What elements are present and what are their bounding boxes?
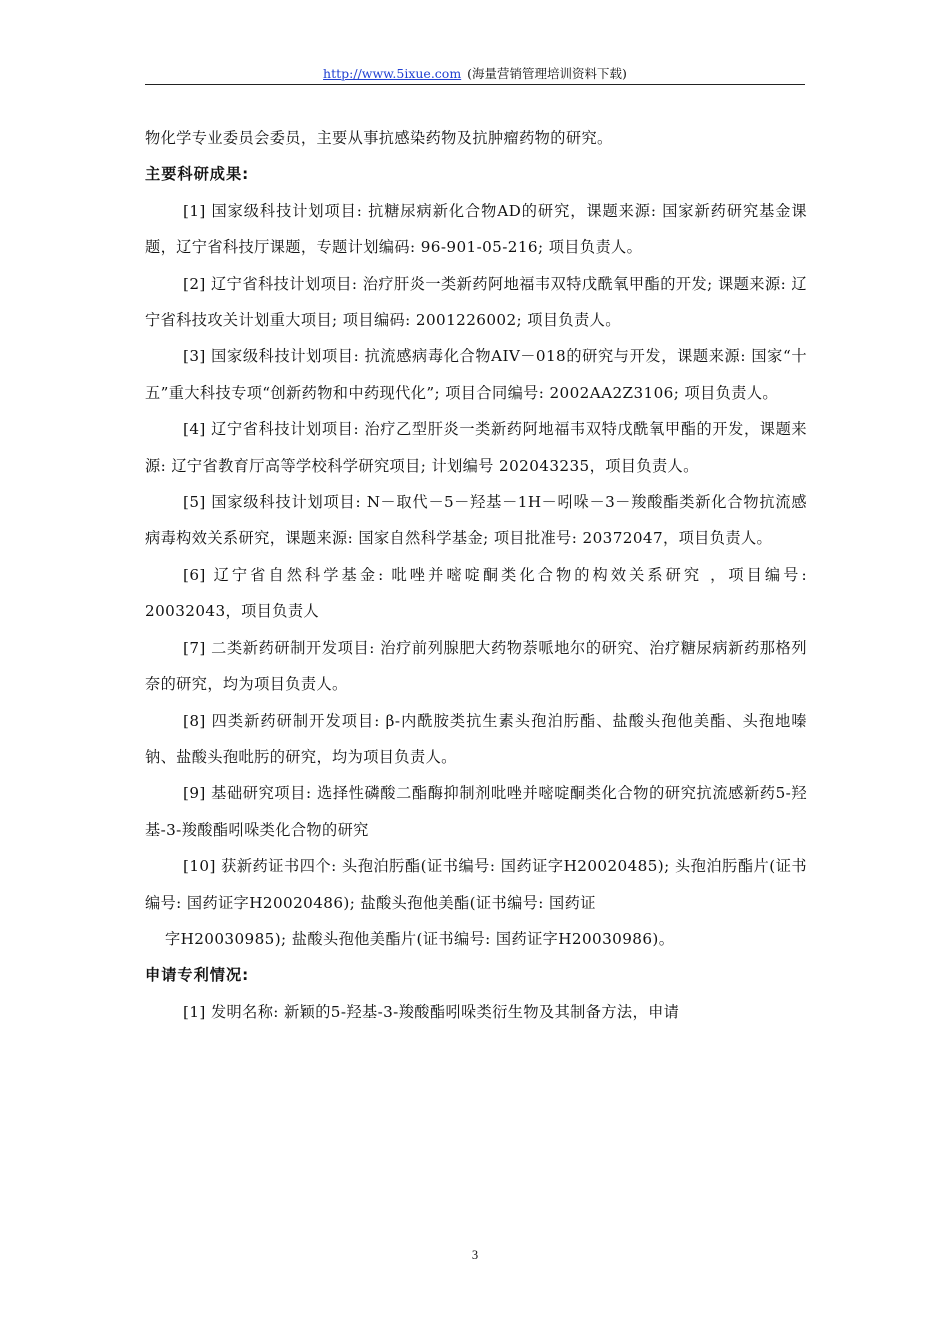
section-title-research: 主要科研成果: <box>145 165 250 184</box>
section-title-patents: 申请专利情况: <box>145 966 250 985</box>
intro-paragraph: 物化学专业委员会委员，主要从事抗感染药物及抗肿瘤药物的研究。 <box>145 129 613 147</box>
research-item: [7] 二类新药研制开发项目: 治疗前列腺肥大药物萘哌地尔的研究、治疗糖尿病新药那格列奈的研究，均为项目负责人。 <box>145 638 807 694</box>
research-item: [3] 国家级科技计划项目: 抗流感病毒化合物AIV－018的研究与开发，课题来源: 国家“十五”重大科技专项“创新药物和中药现代化”; 项目合同编号: 2002AA2Z3106; 项目负责人。 <box>145 347 807 402</box>
research-item: [8] 四类新药研制开发项目: β-内酰胺类抗生素头孢泊肟酯、盐酸头孢他美酯、头孢地嗪钠、盐酸头孢吡肟的研究，均为项目负责人。 <box>145 711 807 766</box>
research-item: [10] 获新药证书四个: 头孢泊肟酯(证书编号: 国药证字H20020485); 头孢泊肟酯片(证书编号: 国药证字H20020486); 盐酸头孢他美酯(证书编号: 国药证 <box>145 857 807 912</box>
page-number: 3 <box>471 1248 479 1262</box>
research-item-continuation <box>145 921 807 957</box>
research-item: [9] 基础研究项目: 选择性磷酸二酯酶抑制剂吡唑并嘧啶酮类化合物的研究抗流感新药5-羟基-3-羧酸酯吲哚类化合物的研究 <box>145 784 807 839</box>
research-item: [6] 辽宁省自然科学基金: 吡唑并嘧啶酮类化合物的构效关系研究 ，项目编号: 20032043，项目负责人 <box>145 565 807 621</box>
document-body <box>145 120 807 1030</box>
research-item: [4] 辽宁省科技计划项目: 治疗乙型肝炎一类新药阿地福韦双特戊酰氧甲酯的开发，课题来源: 辽宁省教育厅高等学校科学研究项目; 计划编号 202043235，项目负责人。 <box>145 420 807 475</box>
header-subtitle: (海量营销管理培训资料下载) <box>467 66 627 81</box>
header-divider <box>145 84 805 85</box>
header-link[interactable]: http://www.5ixue.com <box>323 66 462 81</box>
research-item-tail: 字H20030985); 盐酸头孢他美酯片(证书编号: 国药证字H20030986)。 <box>165 929 675 948</box>
page-header <box>145 66 805 82</box>
research-item: [2] 辽宁省科技计划项目: 治疗肝炎一类新药阿地福韦双特戊酰氧甲酯的开发; 课题来源: 辽宁省科技攻关计划重大项目; 项目编码: 2001226002; 项目负责人。 <box>145 274 807 330</box>
patent-item: [1] 发明名称: 新颖的5-羟基-3-羧酸酯吲哚类衍生物及其制备方法，申请 <box>183 1002 680 1021</box>
research-item: [5] 国家级科技计划项目: N－取代－5－羟基－1H－吲哚－3－羧酸酯类新化合物抗流感病毒构效关系研究，课题来源: 国家自然科学基金; 项目批准号: 20372047，项目负责人。 <box>145 493 807 548</box>
research-item: [1] 国家级科技计划项目: 抗糖尿病新化合物AD的研究，课题来源: 国家新药研究基金课题，辽宁省科技厅课题，专题计划编码: 96-901-05-216; 项目负责人。 <box>145 201 807 257</box>
